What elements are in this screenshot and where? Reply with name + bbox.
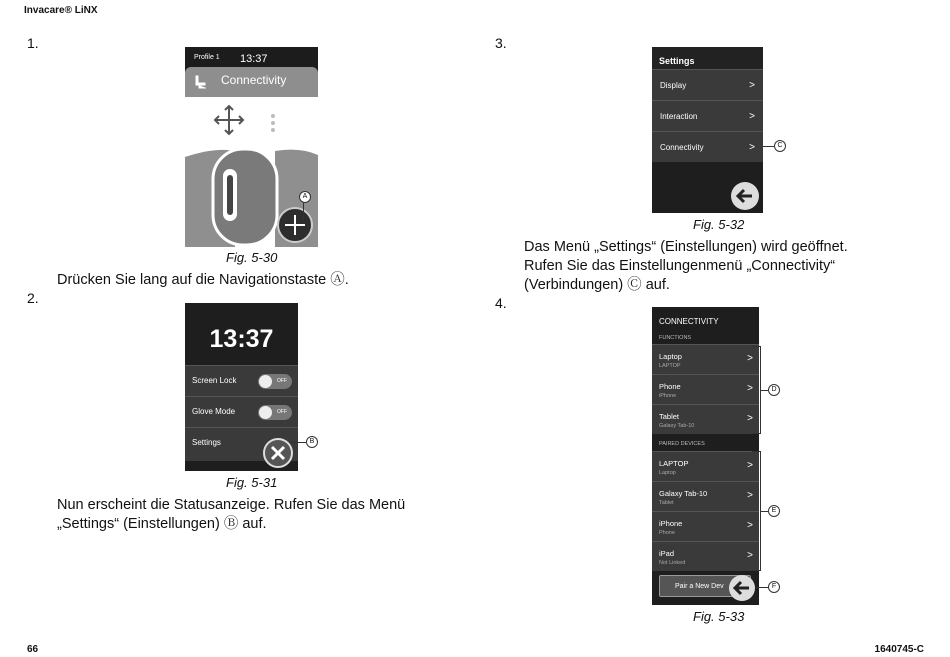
chevron-right-icon: > [747, 490, 753, 501]
item-sub: Laptop [659, 470, 676, 476]
chevron-right-icon: > [747, 550, 753, 561]
callout-line-f [755, 587, 768, 588]
item-sub: Phone [659, 530, 675, 536]
page-number: 66 [27, 644, 39, 655]
callout-line-b [289, 442, 306, 443]
figure-5-33 [652, 307, 759, 605]
profile-label: Profile 1 [194, 54, 220, 61]
toggle-state: OFF [277, 409, 287, 415]
instruction-text-3a: Das Menü „Settings“ (Einstellungen) wird geöffnet. [524, 239, 848, 255]
function-item-tablet[interactable] [652, 404, 759, 434]
paired-item-ipad[interactable] [652, 541, 759, 571]
callout-c: C [774, 140, 786, 152]
callout-b: B [306, 436, 318, 448]
chevron-right-icon: > [747, 383, 753, 394]
item-sub: iPhone [659, 393, 677, 399]
chevron-right-icon: > [747, 460, 753, 471]
item-sub: LAPTOP [659, 363, 681, 369]
back-arrow-icon [729, 575, 755, 601]
screen-lock-toggle[interactable] [258, 374, 292, 389]
paired-item-iphone[interactable] [652, 511, 759, 541]
screen-lock-label: Screen Lock [192, 376, 237, 385]
item-name: Galaxy Tab-10 [659, 489, 708, 498]
figure-caption-5-32: Fig. 5-32 [693, 217, 745, 232]
connectivity-title: CONNECTIVITY [659, 317, 719, 326]
item-name: LAPTOP [659, 459, 689, 468]
paired-item-galaxy-tab[interactable] [652, 481, 759, 511]
menu-item-display[interactable] [652, 69, 763, 100]
item-name: Phone [659, 382, 681, 391]
chevron-right-icon: > [749, 142, 755, 153]
callout-line-a [303, 203, 304, 221]
seat-icon [193, 75, 209, 89]
step-number-1: 1. [27, 35, 39, 51]
document-header: Invacare® LiNX [24, 5, 98, 16]
figure-5-30 [185, 47, 318, 247]
back-arrow-icon [731, 182, 759, 210]
bracket-e-top [752, 451, 760, 452]
item-sub: Not Linked [659, 560, 686, 566]
instruction-text-2a: Nun erscheint die Statusanzeige. Rufen Sie das Menü [57, 497, 406, 513]
function-item-laptop[interactable] [652, 344, 759, 374]
close-icon [265, 440, 291, 466]
time-label: 13:37 [240, 53, 268, 65]
glove-mode-row[interactable] [185, 396, 298, 427]
toggle-state: OFF [277, 378, 287, 384]
menu-item-interaction[interactable] [652, 100, 763, 131]
figure-5-32 [652, 47, 763, 213]
menu-item-label: Connectivity [660, 143, 704, 152]
back-button[interactable] [729, 575, 755, 601]
chevron-right-icon: > [749, 80, 755, 91]
instruction-text-3c: (Verbindungen) Ⓒ auf. [524, 277, 670, 293]
glove-mode-toggle[interactable] [258, 405, 292, 420]
callout-line-e [760, 511, 768, 512]
document-number: 1640745-C [874, 644, 924, 655]
menu-item-label: Display [660, 81, 687, 90]
settings-label: Settings [192, 438, 221, 447]
instruction-text-1: Drücken Sie lang auf die Navigationstaste Ⓐ. [57, 272, 349, 288]
chevron-right-icon: > [747, 520, 753, 531]
chevron-right-icon: > [747, 353, 753, 364]
item-sub: Galaxy Tab-10 [659, 423, 695, 429]
chevron-right-icon: > [749, 111, 755, 122]
paired-item-laptop[interactable] [652, 451, 759, 481]
bracket-d-top [752, 346, 760, 347]
item-sub: Tablet [659, 500, 674, 506]
figure-5-31 [185, 303, 298, 471]
step-number-2: 2. [27, 290, 39, 306]
callout-line-c [763, 146, 774, 147]
callout-e: E [768, 505, 780, 517]
connectivity-bar [185, 67, 318, 97]
instruction-text-2b: „Settings“ (Einstellungen) Ⓑ auf. [57, 516, 267, 532]
item-name: iPad [659, 549, 675, 558]
figure-caption-5-33: Fig. 5-33 [693, 609, 745, 624]
bar-title: Connectivity [221, 73, 287, 87]
bracket-d-bottom [752, 433, 760, 434]
navigation-button[interactable] [277, 207, 313, 243]
item-name: Laptop [659, 352, 682, 361]
move-arrows-icon [212, 103, 246, 137]
figure-caption-5-31: Fig. 5-31 [226, 475, 278, 490]
settings-title: Settings [659, 56, 695, 66]
callout-line-d [760, 390, 768, 391]
menu-item-label: Interaction [660, 112, 698, 121]
callout-f: F [768, 581, 780, 593]
navigation-icon [279, 209, 311, 241]
back-button[interactable] [731, 182, 759, 210]
callout-a: A [299, 191, 311, 203]
callout-d: D [768, 384, 780, 396]
paired-devices-section-label: PAIRED DEVICES [659, 441, 705, 447]
item-name: iPhone [659, 519, 683, 528]
scroll-dots-icon [269, 113, 277, 133]
functions-section-label: FUNCTIONS [659, 335, 692, 341]
step-number-3: 3. [495, 35, 507, 51]
chevron-right-icon: > [747, 413, 753, 424]
bracket-e-bottom [752, 570, 760, 571]
instruction-text-3b: Rufen Sie das Einstellungenmenü „Connectivity“ [524, 258, 836, 274]
function-item-phone[interactable] [652, 374, 759, 404]
pair-button-label: Pair a New Dev [675, 583, 724, 590]
clock-display: 13:37 [209, 325, 274, 353]
item-name: Tablet [659, 412, 680, 421]
screen-lock-row[interactable] [185, 365, 298, 396]
figure-caption-5-30: Fig. 5-30 [226, 250, 278, 265]
glove-mode-label: Glove Mode [192, 407, 236, 416]
step-number-4: 4. [495, 295, 507, 311]
menu-item-connectivity[interactable] [652, 131, 763, 162]
settings-header [652, 47, 763, 69]
